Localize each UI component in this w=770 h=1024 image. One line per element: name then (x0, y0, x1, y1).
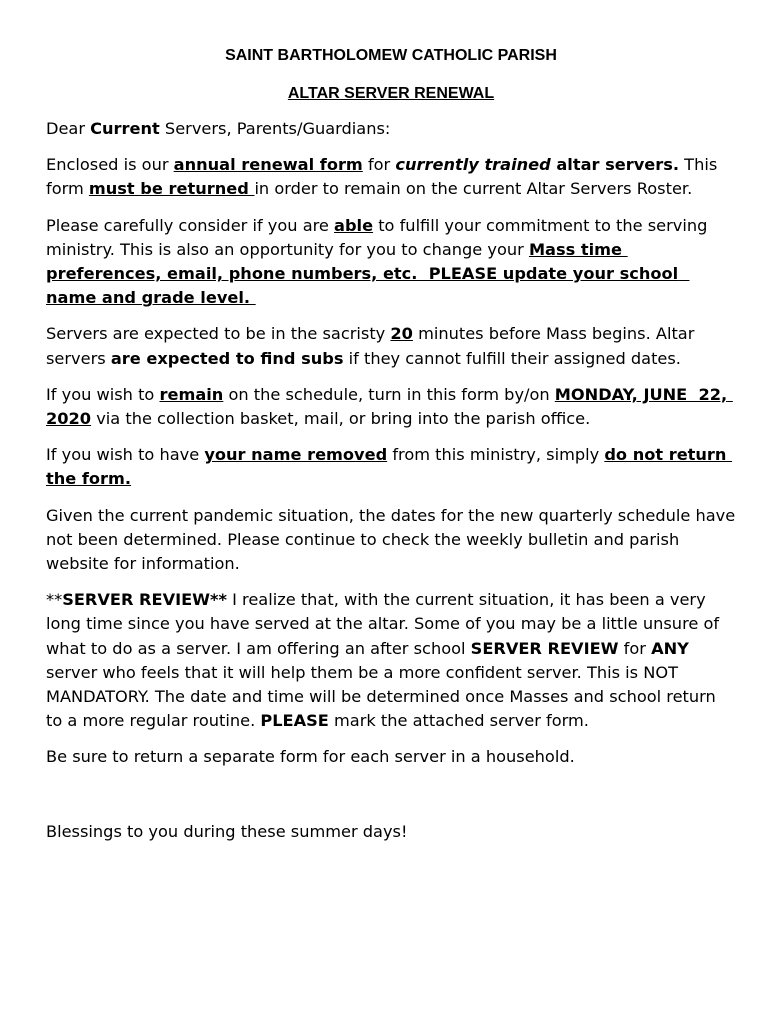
emphasis-currently-trained: currently trained (395, 155, 551, 175)
text: if they cannot fulfill their assigned dates. (343, 348, 681, 368)
text: in order to remain on the current Altar Servers Roster. (254, 179, 693, 199)
greeting (46, 117, 736, 141)
text: via the collection basket, mail, or bring into the parish office. (91, 409, 591, 429)
text: mark the attached server form. (328, 711, 589, 731)
text: If you wish to (46, 384, 160, 404)
text: Enclosed is our (46, 155, 174, 175)
emphasis-annual-renewal-form: annual renewal form (173, 155, 363, 175)
emphasis-find-subs: are expected to find subs (110, 348, 344, 368)
closing-line: Blessings to you during these summer days! (46, 821, 408, 841)
text: ** (46, 590, 63, 610)
emphasis-altar-servers: altar servers. (550, 155, 680, 175)
emphasis-deadline-date: MONDAY, JUNE 22, 2020 (46, 384, 733, 429)
emphasis-server-review: SERVER REVIEW (470, 638, 619, 658)
emphasis-update-preferences: Mass time preferences, email, phone numbers, etc. PLEASE update your school name and grade level. (46, 239, 690, 308)
emphasis-20-minutes: 20 (390, 324, 413, 344)
paragraph-renewal-form (46, 153, 736, 201)
emphasis-able: able (334, 215, 374, 235)
emphasis-remain: remain (159, 384, 224, 404)
text: on the schedule, turn in this form by/on (223, 384, 555, 404)
text: If you wish to have (46, 445, 205, 465)
text: for (362, 155, 396, 175)
text: for (618, 638, 652, 658)
greeting-text: Dear (46, 119, 91, 138)
text: to fulfill your commitment to the serving ministry. This is also an opportunity for you to change your (46, 215, 713, 259)
text: from this ministry, simply (387, 445, 605, 465)
text: Servers are expected to be in the sacristy (46, 324, 391, 344)
greeting-current: Current (90, 119, 160, 138)
greeting-text-end: Servers, Parents/Guardians: (159, 119, 391, 138)
emphasis-must-be-returned: must be returned (88, 179, 255, 199)
letter-page (46, 44, 741, 844)
emphasis-do-not-return: do not return the form. (46, 445, 733, 489)
text: server who feels that it will help them be a more confident server. This is NOT MANDATORY. The date and time will be determined once Masses and school return to a more regular routine. (46, 638, 721, 731)
paragraph-server-review (46, 588, 736, 733)
paragraph-sacristy (46, 322, 736, 370)
letter-title: ALTAR SERVER RENEWAL (287, 85, 495, 102)
emphasis-any: ANY (651, 638, 689, 658)
paragraph-removal (46, 443, 736, 491)
text: minutes before Mass begins. Altar servers (46, 324, 700, 368)
text: I realize that, with the current situation, it has been a very long time since you have served at the altar. Some of you may be a little unsure of what to do as a server. I am offering an after school (46, 590, 725, 658)
emphasis-please: PLEASE (260, 711, 329, 731)
paragraph-commitment (46, 214, 736, 311)
parish-name: SAINT BARTHOLOMEW CATHOLIC PARISH (225, 47, 557, 64)
paragraph-remain (46, 383, 736, 431)
text: Please carefully consider if you are (46, 215, 335, 235)
emphasis-server-review-heading: SERVER REVIEW** (62, 590, 227, 610)
emphasis-name-removed: your name removed (204, 445, 388, 465)
text: This form (46, 155, 723, 199)
paragraph-separate-form: Be sure to return a separate form for each server in a household. (46, 747, 575, 767)
paragraph-pandemic: Given the current pandemic situation, the dates for the new quarterly schedule have not been determined. Please continue to check the weekly bulletin and parish website for information. (46, 505, 741, 574)
